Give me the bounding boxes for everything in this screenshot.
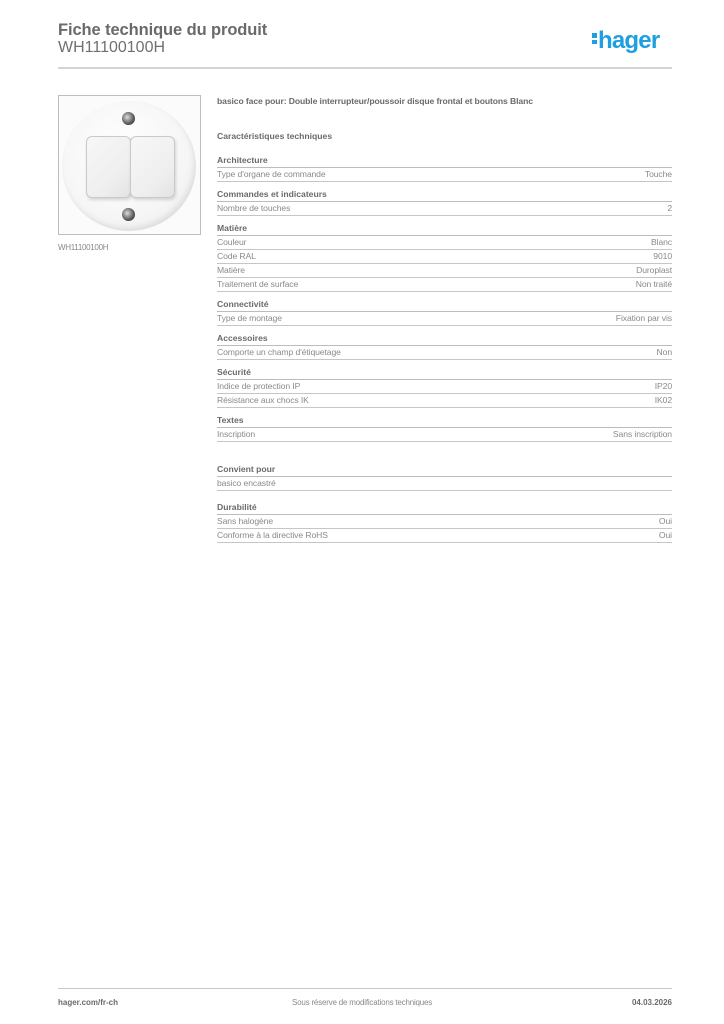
tech-characteristics-heading: Caractéristiques techniques bbox=[217, 131, 333, 141]
product-image bbox=[58, 95, 201, 235]
header-divider bbox=[58, 67, 672, 69]
spec-row bbox=[217, 236, 672, 250]
section-securite bbox=[217, 367, 672, 408]
spec-value: Blanc bbox=[651, 237, 672, 247]
product-description: basico face pour: Double interrupteur/poussoir disque frontal et boutons Blanc bbox=[217, 96, 533, 106]
spec-value: Oui bbox=[658, 530, 672, 540]
spec-row bbox=[217, 346, 672, 360]
section-title: Convient pour bbox=[217, 464, 672, 477]
section-commandes bbox=[217, 189, 672, 216]
section-title: Accessoires bbox=[217, 333, 672, 346]
section-convient-pour bbox=[217, 464, 672, 491]
footer-date: 04.03.2026 bbox=[631, 998, 672, 1007]
spec-row bbox=[217, 250, 672, 264]
spec-row bbox=[217, 394, 672, 408]
footer-divider bbox=[58, 988, 672, 989]
spec-label: Type d'organe de commande bbox=[217, 169, 326, 179]
spec-row bbox=[217, 168, 672, 182]
spec-value: Non traité bbox=[635, 279, 672, 289]
screw-top-icon bbox=[122, 112, 135, 125]
section-title: Durabilité bbox=[217, 502, 672, 515]
spec-label: Type de montage bbox=[217, 313, 282, 323]
section-connectivite bbox=[217, 299, 672, 326]
spec-row bbox=[217, 428, 672, 442]
footer-website-link[interactable]: hager.com/fr-ch bbox=[58, 998, 119, 1007]
section-title: Commandes et indicateurs bbox=[217, 189, 672, 202]
rocker-left-icon bbox=[86, 136, 131, 198]
logo-colon-icon bbox=[592, 31, 597, 46]
spec-row bbox=[217, 278, 672, 292]
section-title: Textes bbox=[217, 415, 672, 428]
spec-row bbox=[217, 312, 672, 326]
spec-value: Duroplast bbox=[636, 265, 672, 275]
spec-label: basico encastré bbox=[217, 478, 276, 488]
spec-value: Oui bbox=[658, 516, 672, 526]
spec-label: Indice de protection IP bbox=[217, 381, 301, 391]
spec-label: Comporte un champ d'étiquetage bbox=[217, 347, 341, 357]
spec-value: IK02 bbox=[654, 395, 672, 405]
spec-label: Nombre de touches bbox=[217, 203, 291, 213]
spec-row bbox=[217, 515, 672, 529]
spec-value: 9010 bbox=[653, 251, 672, 261]
spec-value: 2 bbox=[667, 203, 672, 213]
product-code: WH11100100H bbox=[58, 39, 166, 56]
rocker-right-icon bbox=[130, 136, 175, 198]
spec-label: Résistance aux chocs IK bbox=[217, 395, 309, 405]
spec-label: Inscription bbox=[217, 429, 256, 439]
spec-value: Sans inscription bbox=[612, 429, 672, 439]
spec-row bbox=[217, 529, 672, 543]
spec-value: IP20 bbox=[654, 381, 672, 391]
footer-disclaimer: Sous réserve de modifications techniques bbox=[292, 998, 433, 1007]
spec-value: Touche bbox=[644, 169, 672, 179]
section-durabilite bbox=[217, 502, 672, 543]
section-title: Sécurité bbox=[217, 367, 672, 380]
page-title: Fiche technique du produit bbox=[58, 21, 268, 39]
spec-content bbox=[217, 95, 672, 543]
section-architecture bbox=[217, 155, 672, 182]
spec-label: Code RAL bbox=[217, 251, 256, 261]
logo-text: hager bbox=[598, 27, 660, 54]
spec-row bbox=[217, 380, 672, 394]
section-title: Connectivité bbox=[217, 299, 672, 312]
section-accessoires bbox=[217, 333, 672, 360]
spec-label: Traitement de surface bbox=[217, 279, 299, 289]
spec-value: Fixation par vis bbox=[615, 313, 672, 323]
spec-label: Matière bbox=[217, 265, 245, 275]
spec-label: Couleur bbox=[217, 237, 247, 247]
image-caption: WH11100100H bbox=[58, 243, 109, 252]
spec-row bbox=[217, 477, 672, 491]
section-matiere bbox=[217, 223, 672, 292]
spec-row bbox=[217, 264, 672, 278]
hager-logo bbox=[592, 27, 659, 55]
spec-label: Sans halogène bbox=[217, 516, 274, 526]
section-title: Architecture bbox=[217, 155, 672, 168]
section-textes bbox=[217, 415, 672, 442]
section-title: Matière bbox=[217, 223, 672, 236]
screw-bottom-icon bbox=[122, 208, 135, 221]
spec-value: Non bbox=[656, 347, 672, 357]
spec-label: Conforme à la directive RoHS bbox=[217, 530, 328, 540]
spec-row bbox=[217, 202, 672, 216]
switch-plate-icon bbox=[62, 101, 196, 231]
